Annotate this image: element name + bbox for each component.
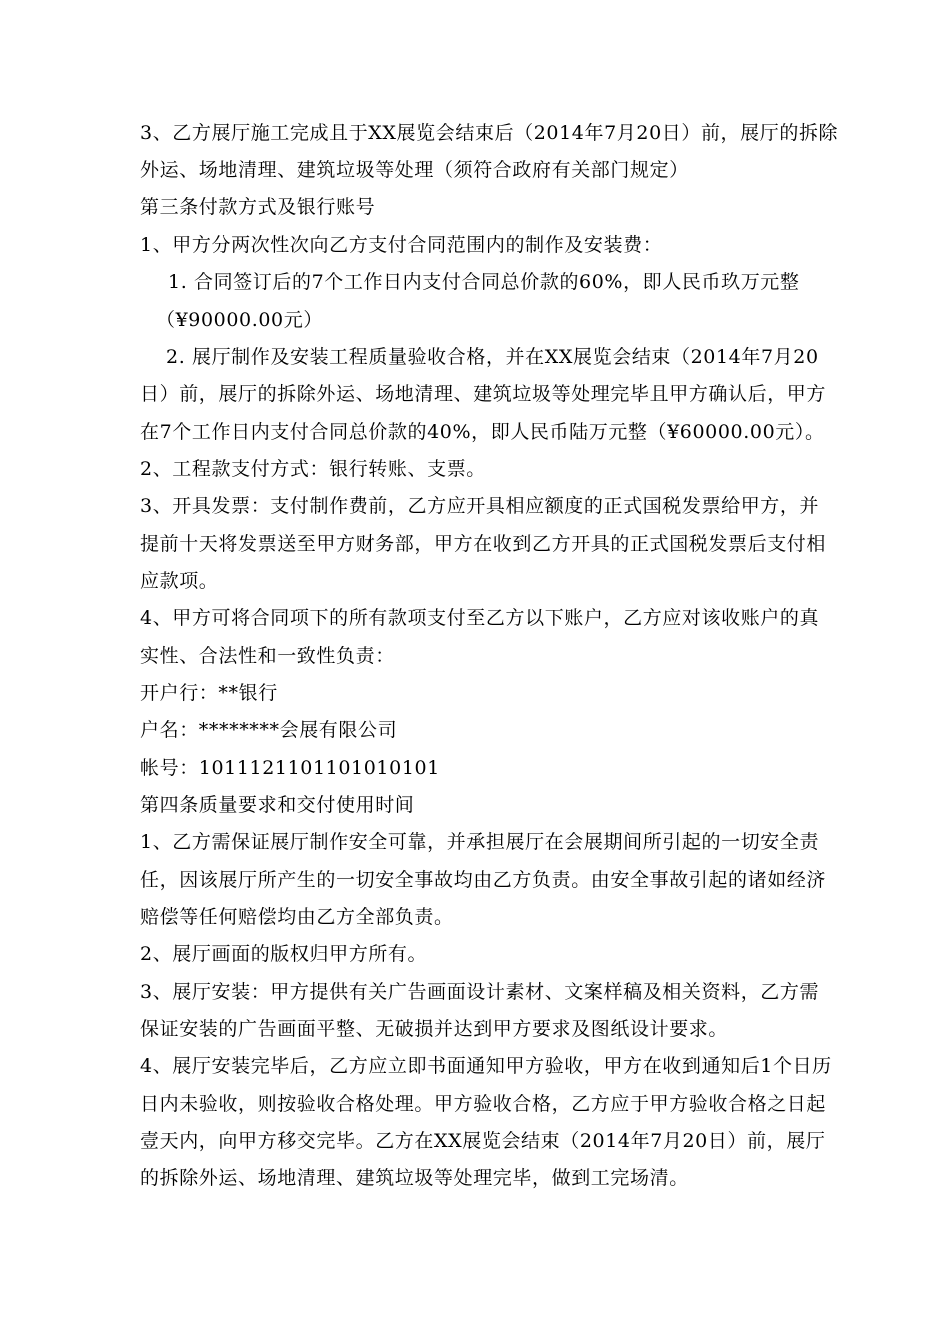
- text-line: 应款项。: [140, 570, 219, 592]
- text-line: 壹天内，向甲方移交完毕。乙方在XX展览会结束（2014年7月20日）前，展厅: [140, 1130, 826, 1152]
- text-line: 赔偿等任何赔偿均由乙方全部负责。: [140, 906, 454, 928]
- section-heading: 第四条质量要求和交付使用时间: [140, 794, 415, 816]
- text-line: 日）前，展厅的拆除外运、场地清理、建筑垃圾等处理完毕且甲方确认后，甲方: [140, 383, 827, 405]
- text-line: 1. 合同签订后的7个工作日内支付合同总价款的60%，即人民币玖万元整: [168, 271, 800, 293]
- text-line: 3、展厅安装：甲方提供有关广告画面设计素材、文案样稿及相关资料，乙方需: [140, 981, 820, 1003]
- text-line: 2. 展厅制作及安装工程质量验收合格，并在XX展览会结束（2014年7月20: [166, 346, 819, 368]
- text-line: （¥90000.00元）: [156, 309, 323, 331]
- text-line: 3、开具发票：支付制作费前，乙方应开具相应额度的正式国税发票给甲方，并: [140, 495, 820, 517]
- text-line: 提前十天将发票送至甲方财务部，甲方在收到乙方开具的正式国税发票后支付相: [140, 533, 827, 555]
- bank-name: 开户行：**银行: [140, 682, 278, 704]
- text-line: 4、甲方可将合同项下的所有款项支付至乙方以下账户，乙方应对该收账户的真: [140, 607, 820, 629]
- text-line: 1、乙方需保证展厅制作安全可靠，并承担展厅在会展期间所引起的一切安全责: [140, 831, 820, 853]
- text-line: 保证安装的广告画面平整、无破损并达到甲方要求及图纸设计要求。: [140, 1018, 729, 1040]
- text-line: 日内未验收，则按验收合格处理。甲方验收合格，乙方应于甲方验收合格之日起: [140, 1093, 827, 1115]
- text-line: 的拆除外运、场地清理、建筑垃圾等处理完毕，做到工完场清。: [140, 1167, 689, 1189]
- text-line: 外运、场地清理、建筑垃圾等处理（须符合政府有关部门规定）: [140, 159, 689, 181]
- section-heading: 第三条付款方式及银行账号: [140, 196, 376, 218]
- text-line: 2、展厅画面的版权归甲方所有。: [140, 943, 428, 965]
- text-line: 1、甲方分两次性次向乙方支付合同范围内的制作及安装费：: [140, 234, 663, 256]
- text-line: 任，因该展厅所产生的一切安全事故均由乙方负责。由安全事故引起的诸如经济: [140, 869, 827, 891]
- account-holder: 户名：********会展有限公司: [140, 719, 398, 741]
- text-line: 2、工程款支付方式：银行转账、支票。: [140, 458, 486, 480]
- text-line: 实性、合法性和一致性负责：: [140, 645, 395, 667]
- text-line: 3、乙方展厅施工完成且于XX展览会结束后（2014年7月20日）前，展厅的拆除: [140, 122, 839, 144]
- text-line: 4、展厅安装完毕后，乙方应立即书面通知甲方验收，甲方在收到通知后1个日历: [140, 1055, 832, 1077]
- account-number: 帐号：1011121101101010101: [140, 757, 440, 779]
- text-line: 在7个工作日内支付合同总价款的40%，即人民币陆万元整（¥60000.00元）。: [140, 421, 825, 443]
